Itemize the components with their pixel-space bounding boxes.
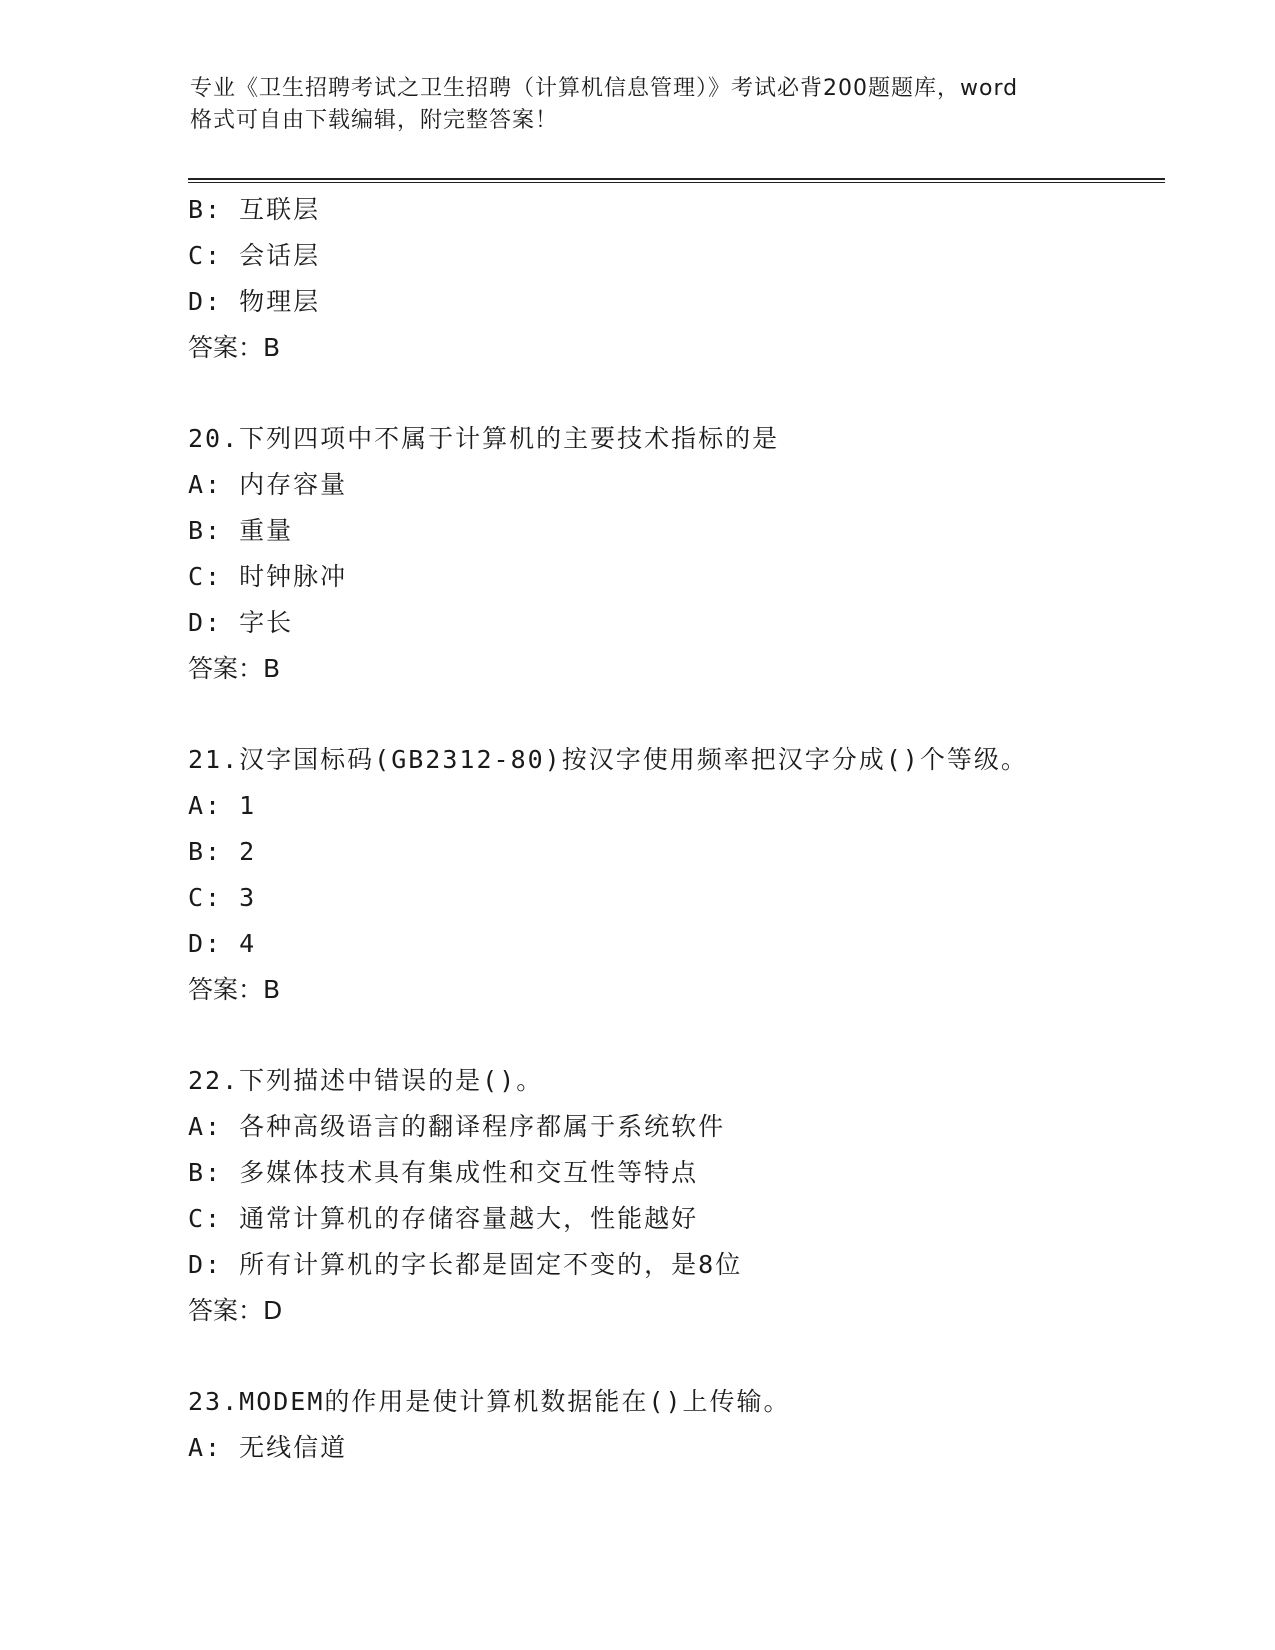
option-c: C: 3 — [188, 883, 257, 912]
option-b: B: 重量 — [188, 516, 294, 545]
option-a: A: 无线信道 — [188, 1433, 348, 1462]
option-a: A: 各种高级语言的翻译程序都属于系统软件 — [188, 1112, 726, 1141]
question-stem: 23.MODEM的作用是使计算机数据能在()上传输。 — [188, 1387, 791, 1416]
header-divider — [188, 178, 1165, 183]
question-23 — [188, 1379, 1168, 1471]
answer-line: 答案：B — [188, 654, 281, 683]
answer-line: 答案：D — [188, 1296, 283, 1325]
question-21 — [188, 737, 1168, 1013]
spacer — [188, 1334, 1168, 1379]
option-b: B: 2 — [188, 837, 257, 866]
spacer — [188, 692, 1168, 737]
option-a: A: 1 — [188, 791, 257, 820]
option-c: C: 时钟脉冲 — [188, 562, 348, 591]
option-b: B: 互联层 — [188, 195, 321, 224]
option-d: D: 所有计算机的字长都是固定不变的，是8位 — [188, 1250, 743, 1279]
question-stem: 22.下列描述中错误的是()。 — [188, 1066, 544, 1095]
document-header — [190, 73, 1110, 137]
answer-line: 答案：B — [188, 333, 281, 362]
option-a: A: 内存容量 — [188, 470, 348, 499]
option-d: D: 字长 — [188, 608, 294, 637]
answer-line: 答案：B — [188, 975, 281, 1004]
header-title-line-1: 专业《卫生招聘考试之卫生招聘（计算机信息管理）》考试必背200题题库，word — [190, 76, 1019, 101]
question-22 — [188, 1058, 1168, 1334]
spacer — [188, 371, 1168, 416]
option-d: D: 物理层 — [188, 287, 321, 316]
option-c: C: 会话层 — [188, 241, 321, 270]
question-list — [188, 187, 1168, 1471]
option-b: B: 多媒体技术具有集成性和交互性等特点 — [188, 1158, 699, 1187]
question-19-continued — [188, 187, 1168, 371]
option-d: D: 4 — [188, 929, 257, 958]
option-c: C: 通常计算机的存储容量越大，性能越好 — [188, 1204, 699, 1233]
header-title-line-2: 格式可自由下载编辑，附完整答案！ — [190, 108, 559, 133]
spacer — [188, 1013, 1168, 1058]
question-stem: 21.汉字国标码(GB2312-80)按汉字使用频率把汉字分成()个等级。 — [188, 745, 1028, 774]
question-20 — [188, 416, 1168, 692]
question-stem: 20.下列四项中不属于计算机的主要技术指标的是 — [188, 424, 780, 453]
